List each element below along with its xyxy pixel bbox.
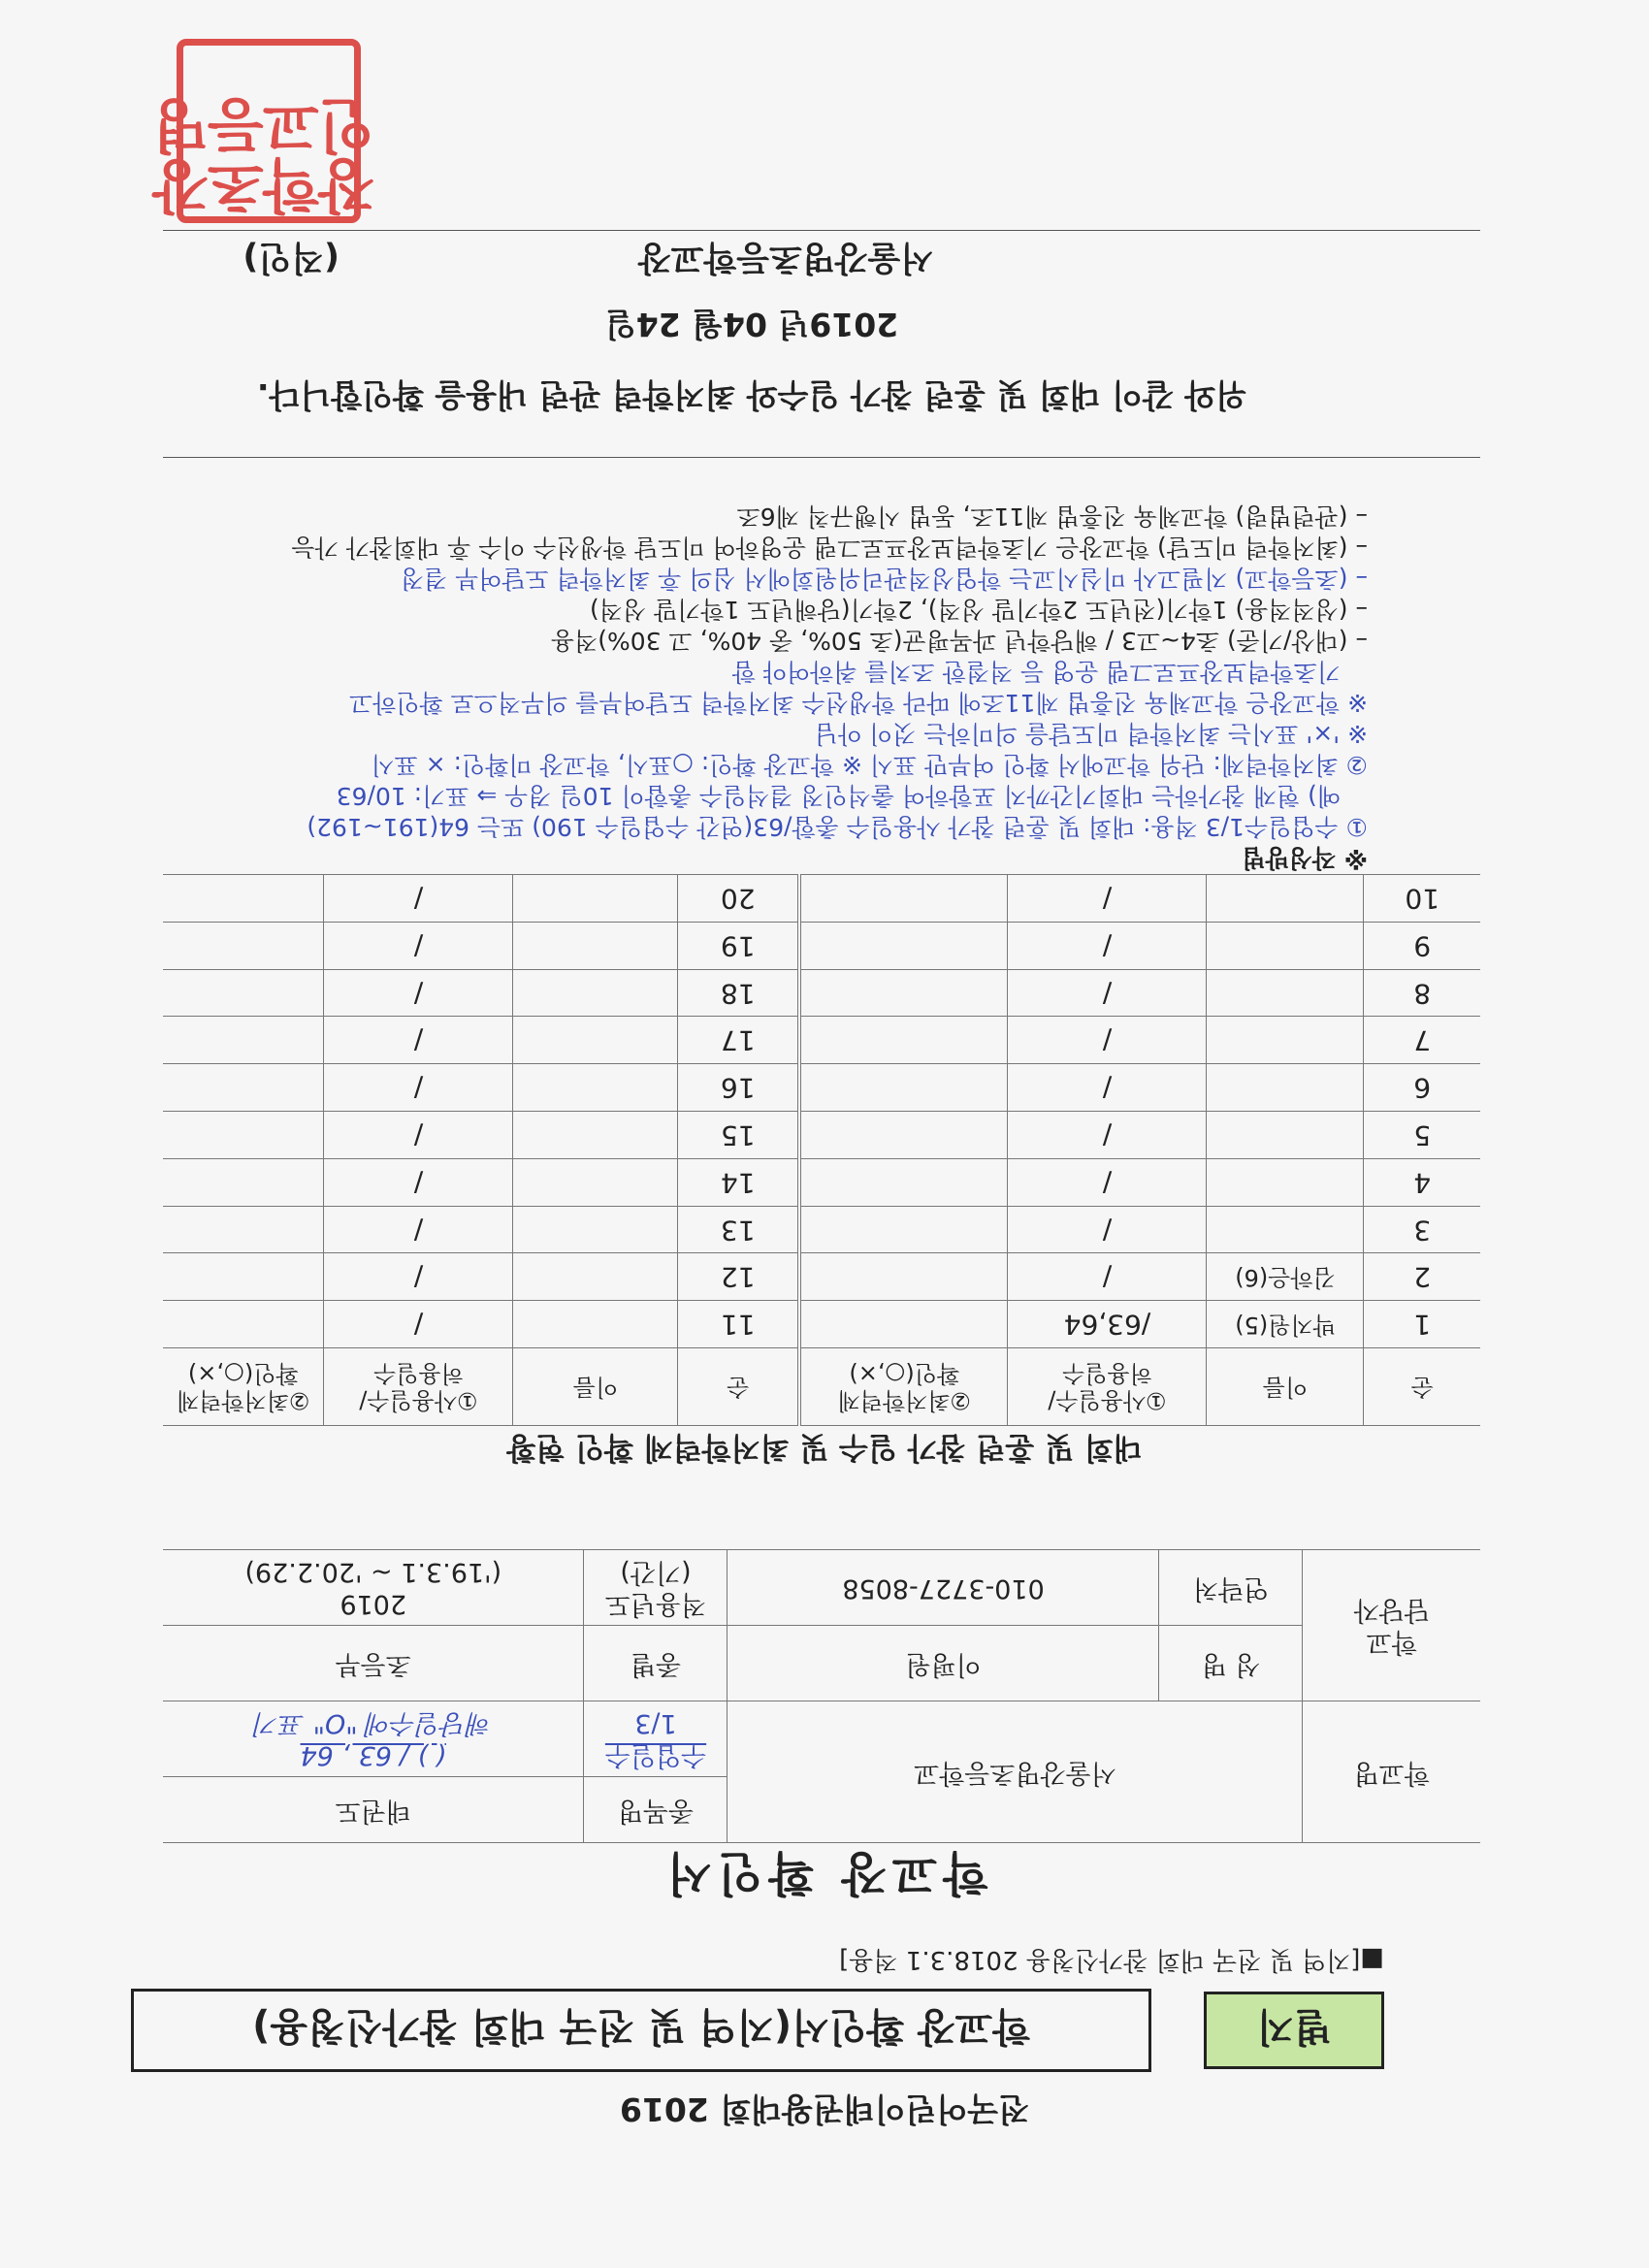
school-label: 학교명: [1303, 1701, 1480, 1843]
dept-label: 종별: [584, 1626, 728, 1701]
confirmation-text: 위와 같이 대회 및 훈련 참가 일수와 최저학력 관련 내용을 확인합니다.: [257, 376, 1247, 414]
notes-block: [97, 501, 1368, 873]
contact-value: 010-3727-8058: [728, 1550, 1159, 1626]
table-row: 4 / 14 /: [163, 1158, 1480, 1206]
header-no: 순: [1364, 1348, 1480, 1426]
days-label: [584, 1701, 728, 1777]
issue-date: 2019년 04월 24일: [604, 306, 899, 343]
year-label-1: 적용년도: [604, 1588, 707, 1619]
note-7: – (대상/기준) 초4~고3 / 해당학년 과목평균(초 50%, 중 40%, 고 30%)적용: [550, 627, 1368, 655]
table-row: 9 / 19 /: [163, 922, 1480, 969]
notes-divider: [163, 457, 1480, 458]
year-label-2: (기간): [620, 1557, 692, 1588]
form-note: ■[지역 및 전국 대회 참가신청용 2018.3.1 적용]: [839, 1945, 1384, 1974]
table-row: 10 / 20 /: [163, 875, 1480, 923]
header-no-2: 순: [678, 1348, 799, 1426]
event-label: 종목명: [584, 1777, 728, 1843]
header-check-2: ②최저학력제 확인(○,×): [163, 1348, 324, 1426]
table-row: 1 박지원(5) /63,64 11 /: [163, 1301, 1480, 1348]
year-value-2: ('19.3.1 ~ '20.2.29): [244, 1557, 502, 1588]
year-value-1: 2019: [340, 1588, 407, 1619]
days-value-2: 해당일수에 "O" 표기: [253, 1708, 493, 1739]
days-value: [163, 1701, 584, 1777]
name-value: 이평원: [728, 1626, 1159, 1701]
note-6: 기초학력보장프로그램 운영 등 적절한 조치를 취하여야 함: [731, 658, 1341, 686]
table-row: 5 / 15 /: [163, 1112, 1480, 1159]
note-10: – (최저학력 미도달) 학교장은 기초학력보장프로그램 운영하여 미도달 학생선수 이수 후 대회참가 가능: [291, 534, 1368, 562]
note-8: – (성적적용) 1학기(전년도 2학기말 성적), 2학기(당해년도 1학기말 성적): [590, 596, 1368, 624]
header-name: 이름: [1207, 1348, 1364, 1426]
header-check: ②최저학력제 확인(○,×): [799, 1348, 1008, 1426]
form-title: 학교장 확인서(지역 및 전국 대회 참가신청용): [131, 1989, 1151, 2072]
seal-label: (직인): [242, 238, 340, 276]
table-row: 2 김하은(6) / 12 /: [163, 1253, 1480, 1301]
name-label: 성 명: [1159, 1626, 1303, 1701]
official-seal-stamp: 강명초등학교장인: [177, 39, 361, 223]
year-label: [584, 1550, 728, 1626]
header-days-2: ①사용일수/ 허용일수: [324, 1348, 513, 1426]
note-1: ① 수업일수1/3 적용: 대회 및 훈련 참가 사용일수 총합/63(연간 수업일수 190) 또는 64(191~192): [307, 813, 1368, 841]
table-row: 7 / 17 /: [163, 1017, 1480, 1064]
signer-name: 서울강명초등학교장: [637, 238, 934, 276]
note-9: – (초등학교) 지필고사 미실시교는 학업성적관리위원회에서 심의 후 최저학력 도달여부 결정: [400, 565, 1368, 593]
note-4: ※ '×' 표시는 최저학력 미도달을 의미하는 것이 아님: [814, 720, 1368, 748]
notes-title: ※ 작성방법: [1242, 844, 1368, 872]
table-row: 8 / 18 /: [163, 969, 1480, 1017]
form-badge: 별지: [1204, 1992, 1384, 2069]
school-value: 서울강명초등학교: [728, 1701, 1303, 1843]
note-11: – (관련법령) 학교체육 진흥법 제11조, 동법 시행규칙 제6조: [736, 502, 1368, 531]
school-info-table: [163, 1549, 1480, 1843]
days-label-2: 1/3: [634, 1708, 677, 1739]
note-5: ※ 학교장은 학교체육 진흥법 제11조에 따라 학생선수 최저학력 도달여부를 의무적으로 확인하고: [349, 689, 1368, 717]
days-value-1: ( ) / 63 , 64: [300, 1739, 446, 1770]
days-label-1: 수업일수: [604, 1739, 707, 1770]
note-3: ② 최저학력제: 단위 학교에서 확인 여부만 표시 ※ 학교장 확인: ○표시, 학교장 미확인: × 표시: [371, 751, 1368, 779]
event-value: 태권도: [163, 1777, 584, 1843]
table-row: 6 / 16 /: [163, 1064, 1480, 1112]
manager-label: 학교 담당자: [1303, 1550, 1480, 1701]
header-days: ①사용일수/ 허용일수: [1008, 1348, 1207, 1426]
contact-label: 연락처: [1159, 1550, 1303, 1626]
year-value: [163, 1550, 584, 1626]
table-row: 3 / 13 /: [163, 1206, 1480, 1253]
event-line: 전국어린이태권왕대회 2019: [619, 2090, 1030, 2128]
header-name-2: 이름: [513, 1348, 678, 1426]
section-title: 대회 및 훈련 참가 일수 및 최저학력제 확인 현황: [506, 1430, 1143, 1465]
member-table: [163, 874, 1480, 1426]
dept-value: 초등부: [163, 1626, 584, 1701]
page-title: 학교장 확인서: [661, 1846, 988, 1900]
note-2: 예) 현재 참가하는 대회기간까지 포함하여 출석인정 결석일수 총합이 10일 경우 ⇒ 표기: 10/63: [336, 782, 1341, 810]
signature-divider: [163, 230, 1480, 231]
